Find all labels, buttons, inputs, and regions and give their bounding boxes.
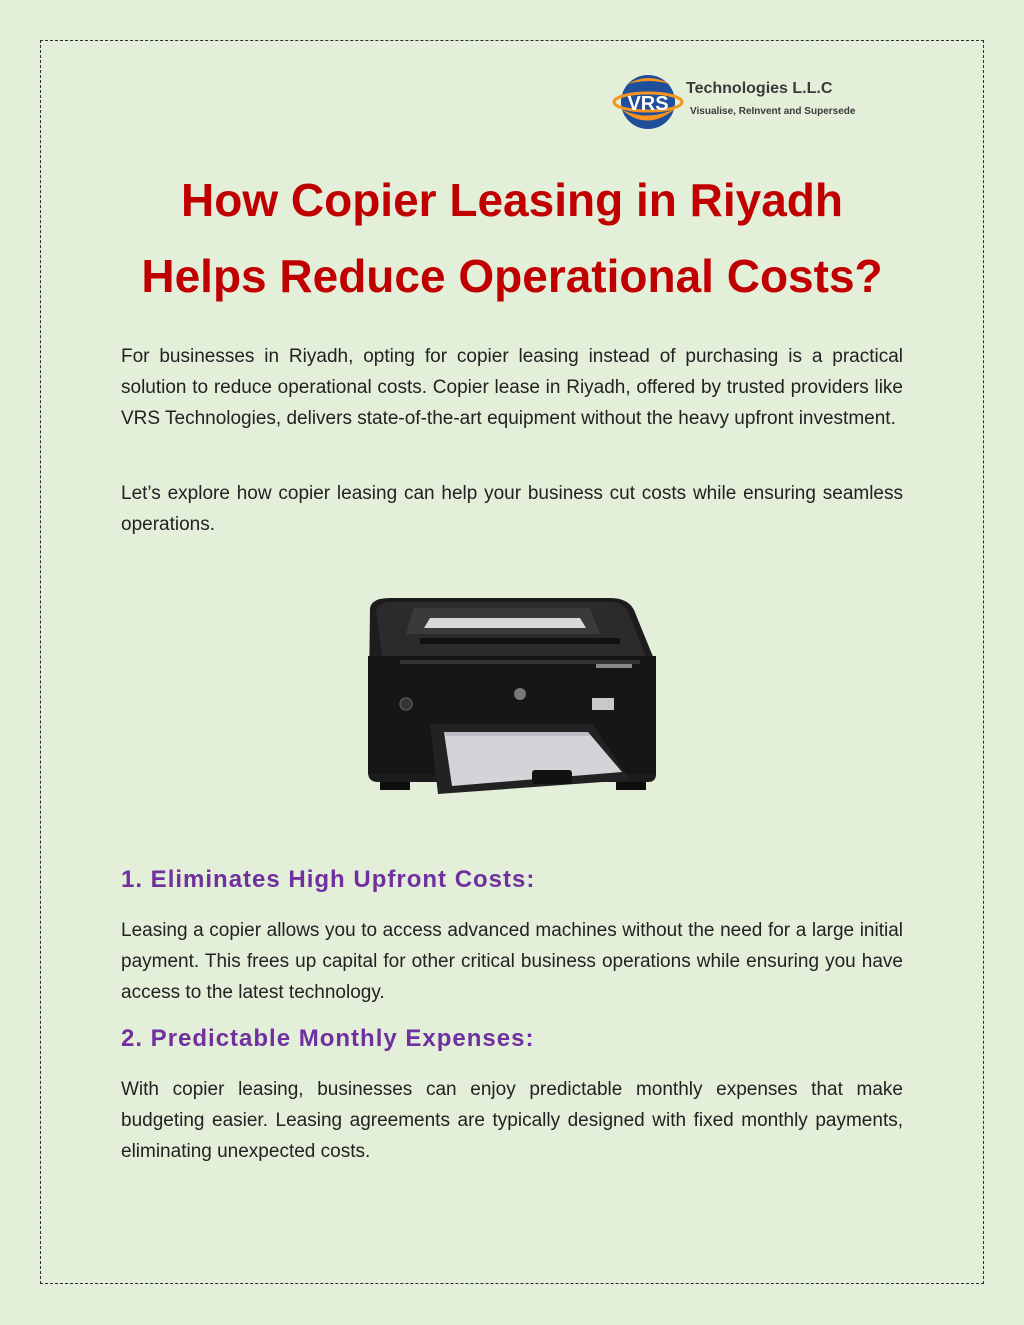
section-2-body: With copier leasing, businesses can enjoy predictable monthly expenses that make budgeting easier. Leasing agreements are typically designed with fixed monthly payments, eliminating unexpected costs. xyxy=(121,1079,903,1162)
title-line-2: Helps Reduce Operational Costs? xyxy=(141,250,883,302)
company-logo xyxy=(610,70,870,132)
printer-image xyxy=(360,594,660,806)
section-2-heading: 2. Predictable Monthly Expenses: xyxy=(121,1025,535,1052)
logo-brand: Technologies L.L.C xyxy=(686,80,833,97)
logo-mark: VRS xyxy=(627,93,669,115)
section-1-heading: 1. Eliminates High Upfront Costs: xyxy=(121,866,536,893)
page-title xyxy=(0,162,1024,314)
vrs-globe-icon xyxy=(610,70,686,132)
section-1-body: Leasing a copier allows you to access advanced machines without the need for a large initial payment. This frees up capital for other critical business operations while ensuring you have access to the latest technology. xyxy=(121,920,903,1003)
intro-paragraph-1: For businesses in Riyadh, opting for copier leasing instead of purchasing is a practical solution to reduce operational costs. Copier lease in Riyadh, offered by trusted providers like VRS Technologies, delivers state-of-the-art equipment without the heavy upfront investment. xyxy=(121,346,903,429)
logo-tagline: Visualise, ReInvent and Supersede xyxy=(690,106,856,117)
title-line-1: How Copier Leasing in Riyadh xyxy=(181,174,843,226)
intro-paragraph-2: Let’s explore how copier leasing can help your business cut costs while ensuring seamless operations. xyxy=(121,483,903,535)
